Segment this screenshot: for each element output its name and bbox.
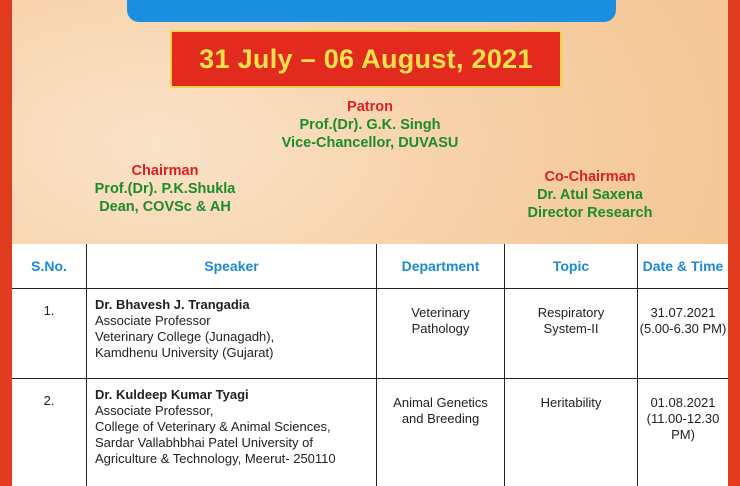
chairman-title: Chairman (60, 162, 270, 180)
session-time: (11.00-12.30 PM) (639, 411, 727, 443)
topic-line: Heritability (506, 395, 636, 411)
department-line: and Breeding (378, 411, 503, 427)
patron-name: Prof.(Dr). G.K. Singh (230, 116, 510, 134)
cell-date-time (638, 379, 729, 486)
speaker-detail: Veterinary College (Junagadh), (95, 329, 370, 345)
cochairman-name: Dr. Atul Saxena (495, 186, 685, 204)
speaker-detail: Associate Professor (95, 313, 370, 329)
cochairman-block (495, 168, 685, 222)
cell-topic (505, 289, 638, 379)
cell-topic (505, 379, 638, 486)
cell-department (377, 289, 505, 379)
department-line: Pathology (378, 321, 503, 337)
cell-speaker (87, 379, 377, 486)
session-date: 01.08.2021 (639, 395, 727, 411)
cochairman-position: Director Research (495, 204, 685, 222)
schedule-table (12, 244, 728, 486)
department-line: Animal Genetics (378, 395, 503, 411)
cell-sno: 1. (12, 289, 87, 379)
header-date-time: Date & Time (638, 244, 729, 289)
table-header-row (12, 244, 728, 289)
header-sno: S.No. (12, 244, 87, 289)
cell-speaker (87, 289, 377, 379)
speaker-detail: Associate Professor, (95, 403, 370, 419)
cell-date-time (638, 289, 729, 379)
cell-sno: 2. (12, 379, 87, 486)
cochairman-title: Co-Chairman (495, 168, 685, 186)
event-dates-banner (170, 30, 562, 88)
table-row (12, 289, 728, 379)
speaker-name: Dr. Bhavesh J. Trangadia (95, 297, 370, 313)
patron-position: Vice-Chancellor, DUVASU (230, 134, 510, 152)
topic-line: Respiratory (506, 305, 636, 321)
speaker-detail: Sardar Vallabhbhai Patel University of (95, 435, 370, 451)
patron-title: Patron (230, 98, 510, 116)
topic-line: System-II (506, 321, 636, 337)
chairman-name: Prof.(Dr). P.K.Shukla (60, 180, 270, 198)
title-banner (127, 0, 616, 22)
session-date: 31.07.2021 (639, 305, 727, 321)
table-row (12, 379, 728, 486)
chairman-position: Dean, COVSc & AH (60, 198, 270, 216)
department-line: Veterinary (378, 305, 503, 321)
cell-department (377, 379, 505, 486)
patron-block (230, 98, 510, 152)
speaker-detail: Agriculture & Technology, Meerut- 250110 (95, 451, 370, 467)
event-dates: 31 July – 06 August, 2021 (199, 44, 533, 75)
chairman-block (60, 162, 270, 216)
speaker-detail: Kamdhenu University (Gujarat) (95, 345, 370, 361)
speaker-name: Dr. Kuldeep Kumar Tyagi (95, 387, 370, 403)
header-speaker: Speaker (87, 244, 377, 289)
speaker-detail: College of Veterinary & Animal Sciences, (95, 419, 370, 435)
header-topic: Topic (505, 244, 638, 289)
header-department: Department (377, 244, 505, 289)
session-time: (5.00-6.30 PM) (639, 321, 727, 337)
